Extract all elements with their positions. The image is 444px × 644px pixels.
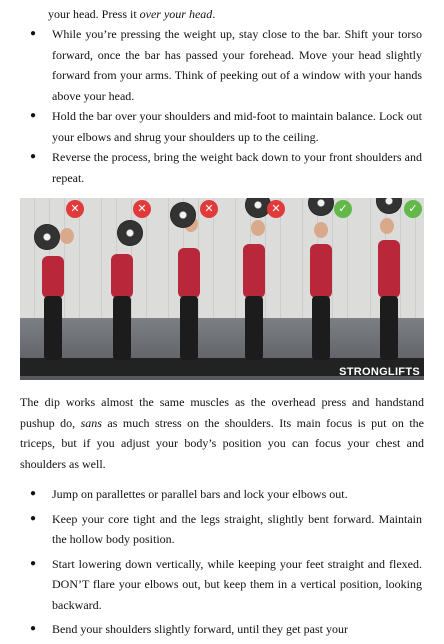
photo-frame xyxy=(20,198,87,380)
bullet-icon: ● xyxy=(30,110,37,121)
dip-steps-list xyxy=(26,484,422,644)
bullet-icon: ● xyxy=(30,488,37,499)
bullet-icon: ● xyxy=(30,28,37,39)
bullet-icon: ● xyxy=(30,151,37,162)
list-item: ● Bend your shoulders slightly forward, until they get past your xyxy=(26,619,422,640)
photo-frame xyxy=(288,198,356,380)
list-item: ● Hold the bar over your shoulders and mid-foot to maintain balance. Lock out your elbows and shrug your shoulders up to the ceiling. xyxy=(26,106,422,147)
press-steps-list xyxy=(26,24,422,188)
photo-frame xyxy=(154,198,221,380)
wrong-mark-icon: ✕ xyxy=(66,200,84,218)
bullet-icon: ● xyxy=(30,512,37,524)
photo-frame xyxy=(87,198,154,380)
continued-text-line: your head. Press it over your head. xyxy=(48,7,216,21)
check-mark-icon: ✓ xyxy=(334,200,352,218)
dip-description-paragraph: The dip works almost the same muscles as the overhead press and handstand pushup do, sans as much stress on the shoulders. Its main focus is put on the triceps, but if you adjust your body’s position you can focus your chest and shoulders as well. xyxy=(20,395,424,471)
wrong-mark-icon: ✕ xyxy=(267,200,285,218)
wrong-mark-icon: ✕ xyxy=(200,200,218,218)
list-item: ● Start lowering down vertically, while keeping your feet straight and flexed. DON’T flare your elbows out, but keep them in a vertical position, looking backward. xyxy=(26,554,422,616)
wrong-mark-icon: ✕ xyxy=(133,200,151,218)
list-item: ● Reverse the process, bring the weight back down to your front shoulders and repeat. xyxy=(26,147,422,188)
check-mark-icon: ✓ xyxy=(404,200,422,218)
bullet-icon: ● xyxy=(30,557,37,569)
photo-frame xyxy=(356,198,424,380)
list-item: ● Jump on parallettes or parallel bars and lock your elbows out. xyxy=(26,484,422,505)
list-item: ● While you’re pressing the weight up, stay close to the bar. Shift your torso forward, once the bar has passed your forehead. Move your head slightly forward from your arms. Think of peeking out of a window with your hands above your head. xyxy=(26,24,422,106)
photo-frame xyxy=(221,198,288,380)
bullet-icon: ● xyxy=(30,623,37,634)
list-item: ● Keep your core tight and the legs straight, slightly bent forward. Maintain the hollow body position. xyxy=(26,509,422,550)
overhead-press-photo-sequence xyxy=(20,198,424,380)
stronglifts-logo: STRONGLIFTS xyxy=(339,366,420,378)
